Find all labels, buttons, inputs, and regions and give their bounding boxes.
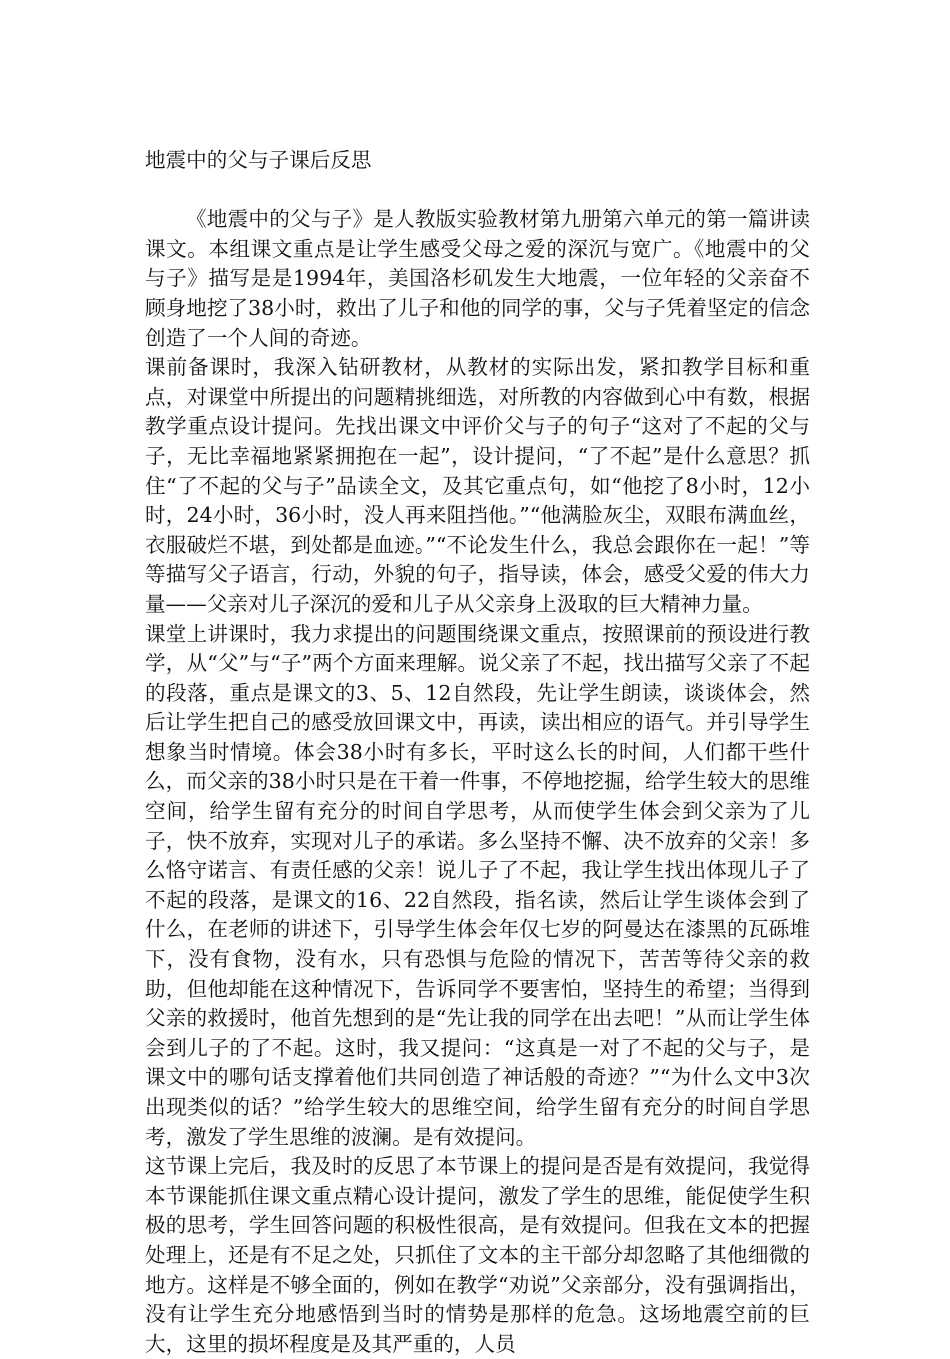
document-title: 地震中的父与子课后反思	[145, 148, 372, 172]
paragraph-intro: 《地震中的父与子》是人教版实验教材第九册第六单元的第一篇讲读课文。本组课文重点是让学生感受父母之爱的深沉与宽广。《地震中的父与子》描写是是1994年，美国洛杉矶发生大地震，一位年轻的父亲奋不顾身地挖了38小时，救出了儿子和他的同学的事，父与子凭着坚定的信念创造了一个人间的奇迹。	[145, 207, 810, 350]
paragraph-reflection: 这节课上完后，我及时的反思了本节课上的提问是否是有效提问，我觉得本节课能抓住课文重点精心设计提问，激发了学生的思维，能促使学生积极的思考，学生回答问题的积极性很高，是有效提问。但我在文本的把握处理上，还是有不足之处，只抓住了文本的主干部分却忽略了其他细微的地方。这样是不够全面的，例如在教学“劝说”父亲部分，没有强调指出，没有让学生充分地感悟到当时的情势是那样的危急。这场地震空前的巨大，这里的损坏程度是及其严重的，人员	[145, 1154, 810, 1356]
document-body	[145, 146, 810, 1359]
paragraph-classroom-teaching: 课堂上讲课时，我力求提出的问题围绕课文重点，按照课前的预设进行教学，从“父”与“子”两个方面来理解。说父亲了不起，找出描写父亲了不起的段落，重点是课文的3、5、12自然段，先让学生朗读，谈谈体会，然后让学生把自己的感受放回课文中，再读，读出相应的语气。并引导学生想象当时情境。体会38小时有多长，平时这么长的时间，人们都干些什么，而父亲的38小时只是在干着一件事，不停地挖掘，给学生较大的思维空间，给学生留有充分的时间自学思考，从而使学生体会到父亲为了儿子，快不放弃，实现对儿子的承诺。多么坚持不懈、决不放弃的父亲！多么恪守诺言、有责任感的父亲！说儿子了不起，我让学生找出体现儿子了不起的段落，是课文的16、22自然段，指名读，然后让学生谈体会到了什么，在老师的讲述下，引导学生体会年仅七岁的阿曼达在漆黑的瓦砾堆下，没有食物，没有水，只有恐惧与危险的情况下，苦苦等待父亲的救助，但他却能在这种情况下，告诉同学不要害怕，坚持生的希望；当得到父亲的救援时，他首先想到的是“先让我的同学在出去吧！”从而让学生体会到儿子的了不起。这时，我又提问：“这真是一对了不起的父与子，是课文中的哪句话支撑着他们共同创造了神话般的奇迹？”“为什么文中3次出现类似的话？”给学生较大的思维空间，给学生留有充分的时间自学思考，激发了学生思维的波澜。是有效提问。	[145, 621, 810, 1149]
title-spacing	[145, 176, 810, 206]
paragraph-lesson-prep: 课前备课时，我深入钻研教材，从教材的实际出发，紧扣教学目标和重点，对课堂中所提出的问题精挑细选，对所教的内容做到心中有数，根据教学重点设计提问。先找出课文中评价父与子的句子“这对了不起的父与子，无比幸福地紧紧拥抱在一起”，设计提问，“了不起”是什么意思？抓住“了不起的父与子”品读全文，及其它重点句，如“他挖了8小时，12小时，24小时，36小时，没人再来阻挡他。”“他满脸灰尘，双眼布满血丝，衣服破烂不堪，到处都是血迹。”“不论发生什么，我总会跟你在一起！”等等描写父子语言，行动，外貌的句子，指导读，体会，感受父爱的伟大力量——父亲对儿子深沉的爱和儿子从父亲身上汲取的巨大精神力量。	[145, 355, 810, 616]
